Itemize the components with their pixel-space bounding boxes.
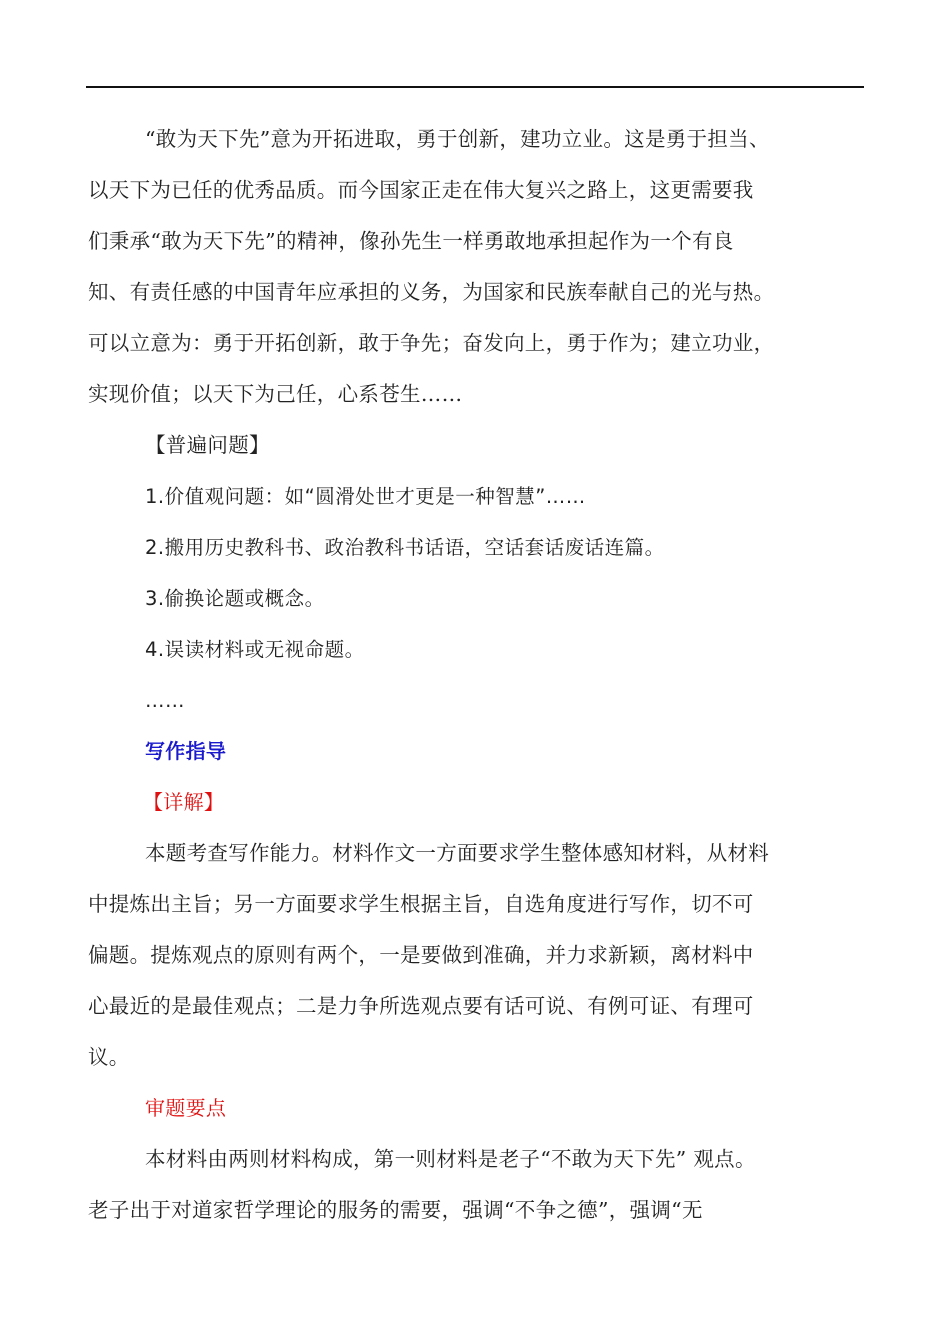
detail-line: 偏题。提炼观点的原则有两个，一是要做到准确，并力求新颖，离材料中 [88, 943, 754, 967]
intro-line: 们秉承“敢为天下先”的精神，像孙先生一样勇敢地承担起作为一个有良 [88, 229, 734, 253]
writing-guide-title: 写作指导 [145, 739, 227, 763]
key-points-line: 老子出于对道家哲学理论的服务的需要，强调“不争之德”，强调“无 [88, 1198, 703, 1222]
intro-line: 知、有责任感的中国青年应承担的义务，为国家和民族奉献自己的光与热。 [88, 280, 775, 304]
problem-item: 3.偷换论题或概念。 [145, 587, 325, 610]
problem-item: 2.搬用历史教科书、政治教科书话语，空话套话废话连篇。 [145, 536, 665, 559]
detail-line: 议。 [88, 1045, 130, 1069]
intro-line: 以天下为已任的优秀品质。而今国家正走在伟大复兴之路上，这更需要我 [88, 178, 754, 202]
problem-item: 4.误读材料或无视命题。 [145, 638, 365, 661]
common-problems-title: 【普遍问题】 [145, 433, 270, 457]
intro-line: “敢为天下先”意为开拓进取，勇于创新，建功立业。这是勇于担当、 [145, 127, 770, 151]
intro-line: 可以立意为：勇于开拓创新，敢于争先；奋发向上，勇于作为；建立功业， [88, 331, 775, 355]
header-rule [86, 86, 864, 88]
problems-ellipsis: …… [145, 689, 185, 712]
common-problems-section [88, 420, 864, 726]
key-points-label: 审题要点 [145, 1096, 227, 1120]
intro-line: 实现价值；以天下为己任，心系苍生…… [88, 382, 463, 406]
writing-guide-section [88, 726, 864, 1236]
key-points-line: 本材料由两则材料构成，第一则材料是老子“不敢为天下先” 观点。 [145, 1147, 756, 1171]
detail-line: 心最近的是最佳观点；二是力争所选观点要有话可说、有例可证、有理可 [88, 994, 754, 1018]
detail-label: 【详解】 [143, 790, 225, 814]
problem-item: 1.价值观问题：如“圆滑处世才更是一种智慧”…… [145, 485, 586, 508]
document-page [88, 114, 864, 1236]
intro-paragraph [88, 114, 864, 420]
detail-line: 中提炼出主旨；另一方面要求学生根据主旨，自选角度进行写作，切不可 [88, 892, 754, 916]
detail-line: 本题考查写作能力。材料作文一方面要求学生整体感知材料，从材料 [145, 841, 769, 865]
